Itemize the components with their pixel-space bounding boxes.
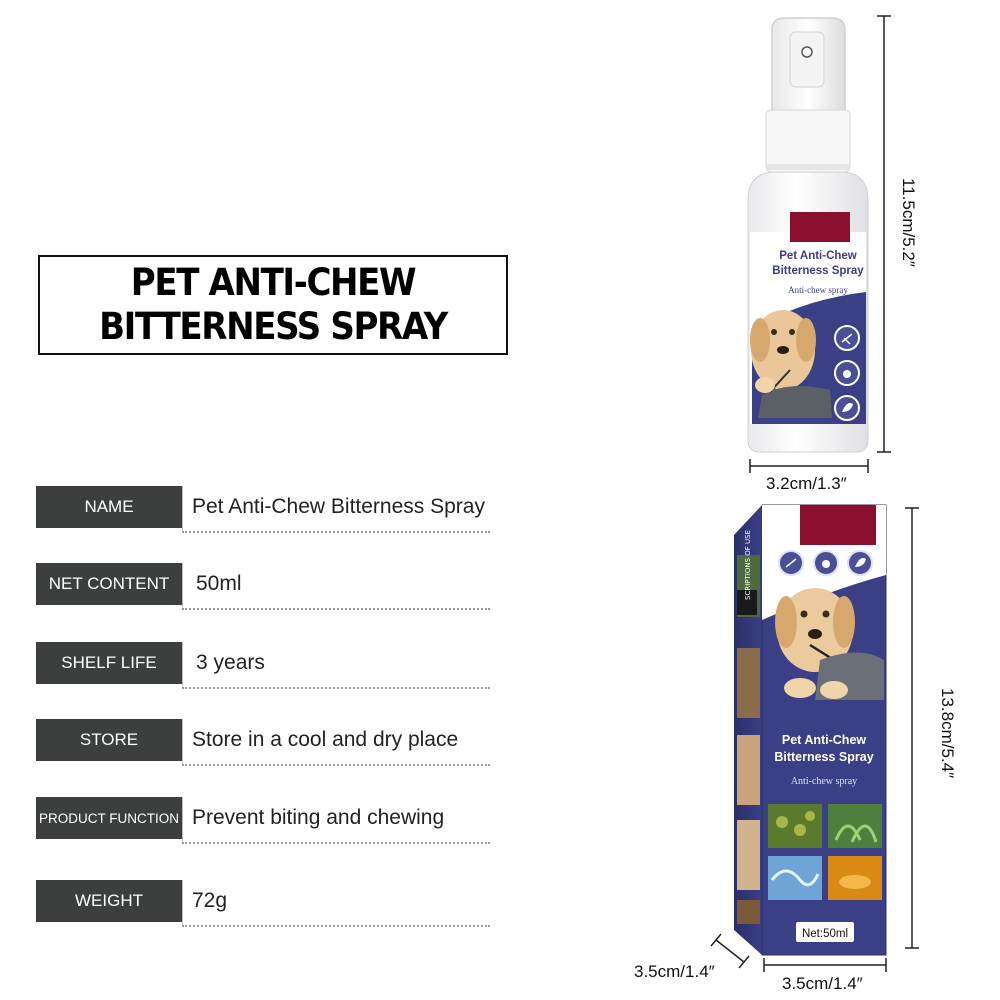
ingredient-photo-leaves [828,804,882,848]
box-depth-dimension: 3.5cm/1.4″ [634,962,715,981]
bottle-width-dimension: 3.2cm/1.3″ [766,474,847,493]
spec-label: NAME [36,486,182,528]
spray-nozzle [790,32,824,87]
spec-value: 72g [192,889,228,912]
collar-ring [766,164,850,170]
spec-value: Prevent biting and chewing [192,806,445,829]
title-line-1: PET ANTI-CHEW [130,261,416,304]
spec-label: WEIGHT [36,880,182,922]
spec-value: 3 years [196,651,265,674]
box-height-dimension: 13.8cm/5.4″ [938,688,957,779]
spec-value: Pet Anti-Chew Bitterness Spray [192,495,485,518]
bottle-subtitle: Anti-chew spray [788,285,848,295]
ingredient-photo-water [768,856,822,900]
bottle-name-line-1: Pet Anti-Chew [779,250,857,262]
logo-block [790,212,850,242]
spec-label: PRODUCT FUNCTION [36,797,182,839]
box-side-text: SCRIPTIONS OF USE [744,530,752,600]
box-name-line-2: Bitterness Spray [774,750,874,764]
net-content-text: Net:50ml [801,928,849,940]
spec-value: 50ml [196,572,242,595]
spray-bottle [748,18,868,452]
title-line-2: BITTERNESS SPRAY [99,305,447,348]
bottle-height-dimension: 11.5cm/5.2″ [899,178,918,267]
spec-label: NET CONTENT [36,563,182,605]
spec-value: Store in a cool and dry place [192,728,459,751]
box-logo-block [800,505,876,545]
product-box [734,505,886,955]
spec-label: SHELF LIFE [36,642,182,684]
bottle-name-line-2: Bitterness Spray [772,265,864,277]
spec-label: STORE [36,719,182,761]
box-width-dimension: 3.5cm/1.4″ [782,974,863,993]
ingredient-photo-fruit [768,804,822,848]
box-name-line-1: Pet Anti-Chew [781,733,867,747]
bottle-collar [766,110,850,172]
nozzle-hole [802,47,812,57]
box-subtitle: Anti-chew spray [790,776,858,787]
